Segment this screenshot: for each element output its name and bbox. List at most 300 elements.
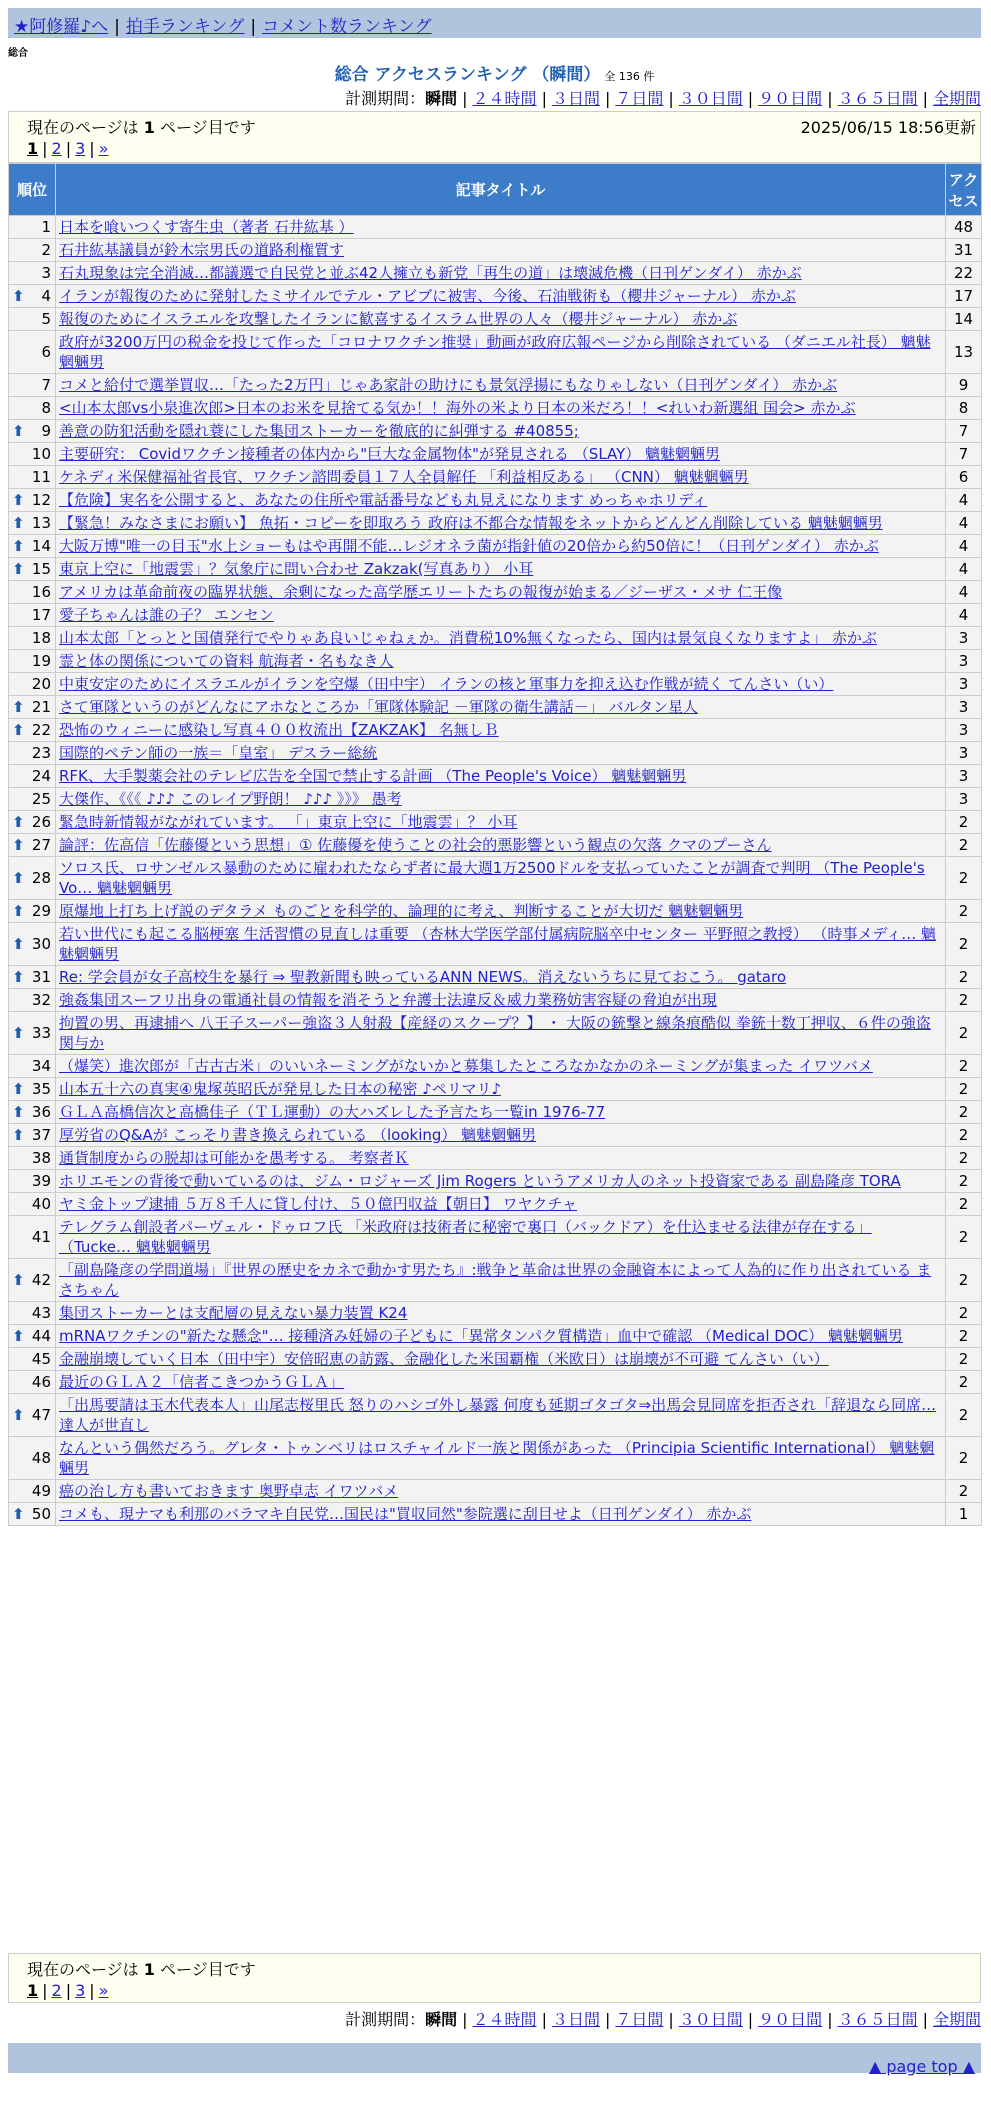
rank-cell — [9, 1216, 56, 1259]
up-arrow-icon: ⬆ — [12, 287, 25, 305]
rank-number: 15 — [31, 560, 51, 578]
article-title-link[interactable]: 大傑作、《《《 ♪♪♪ このレイプ野朗！ ♪♪♪ 》》》 愚考 — [59, 790, 402, 808]
period-separator: | — [747, 2010, 754, 2029]
rank-number: 23 — [31, 744, 51, 762]
article-title-link[interactable]: 霊と体の関係についての資料 航海者・名もなき人 — [59, 652, 394, 670]
access-count: 17 — [946, 285, 982, 308]
article-title-link[interactable]: 政府が3200万円の税金を投じて作った「コロナワクチン推奨」動画が政府広報ページから削除されている （ダニエル社長） 魑魅魍魎男 — [59, 333, 931, 371]
table-row — [9, 627, 982, 650]
title-cell — [56, 1437, 946, 1480]
title-cell — [56, 1302, 946, 1325]
pager-page-link[interactable]: 2 — [51, 139, 62, 158]
rank-number: 36 — [31, 1103, 51, 1121]
table-row — [9, 558, 982, 581]
period-option-link[interactable]: 全期間 — [932, 2010, 981, 2029]
rank-cell — [9, 834, 56, 857]
period-option-link[interactable]: 全期間 — [932, 89, 981, 108]
table-row — [9, 535, 982, 558]
table-row — [9, 1437, 982, 1480]
page-links — [27, 1981, 108, 2000]
rank-cell — [9, 489, 56, 512]
rank-cell — [9, 788, 56, 811]
article-title-link[interactable]: 金融崩壊していく日本（田中宇）安倍昭恵の訪露、金融化した米国覇権（米欧日）は崩壊が不可避 てんさい（い） — [59, 1350, 829, 1368]
table-row — [9, 216, 982, 239]
table-row — [9, 1170, 982, 1193]
title-cell — [56, 1348, 946, 1371]
up-arrow-icon: ⬆ — [12, 935, 25, 953]
updated-timestamp: 2025/06/15 18:56更新 — [800, 118, 976, 137]
rank-number: 49 — [31, 1482, 51, 1500]
period-separator: | — [747, 89, 754, 108]
title-cell — [56, 331, 946, 374]
access-count: 2 — [946, 1371, 982, 1394]
table-row — [9, 1302, 982, 1325]
access-count: 3 — [946, 627, 982, 650]
period-separator: | — [462, 2010, 468, 2029]
rank-cell — [9, 1193, 56, 1216]
rank-number: 13 — [31, 514, 51, 532]
article-title-link[interactable]: 報復のためにイスラエルを攻撃したイランに歓喜するイスラム世界の人々（櫻井ジャーナル） 赤かぶ — [59, 310, 738, 328]
rank-number: 50 — [31, 1505, 51, 1523]
rank-cell — [9, 331, 56, 374]
article-title-link[interactable]: mRNAワクチンの"新たな懸念"… 接種済み妊婦の子どもに「異常タンパク質構造」血中で確認 （Medical DOC） 魑魅魍魎男 — [59, 1327, 903, 1345]
rank-cell — [9, 696, 56, 719]
rank-cell — [9, 673, 56, 696]
title-cell — [56, 604, 946, 627]
article-title-link[interactable]: コメと給付で選挙買収…「たった2万円」じゃあ家計の助けにも景気浮揚にもなりゃしない（日刊ゲンダイ） 赤かぶ — [59, 376, 838, 394]
period-option-link[interactable]: ３６５日間 — [837, 89, 918, 108]
up-arrow-icon: ⬆ — [12, 1406, 25, 1424]
article-title-link[interactable]: テレグラム創設者パーヴェル・ドゥロフ氏 「米政府は技術者に秘密で裏口（バックドア）を仕込ませる法律が存在する」 （Tucke… 魑魅魍魎男 — [59, 1218, 872, 1256]
article-title-link[interactable]: 日本を喰いつくす寄生虫（著者 石井紘基 ） — [59, 218, 354, 236]
table-row — [9, 420, 982, 443]
up-arrow-icon: ⬆ — [12, 1505, 25, 1523]
access-count: 7 — [946, 420, 982, 443]
period-option-link[interactable]: ３０日間 — [678, 89, 743, 108]
access-count: 13 — [946, 331, 982, 374]
current-page-number: 1 — [143, 1960, 155, 1979]
title-cell — [56, 581, 946, 604]
period-option-link[interactable]: ３０日間 — [678, 2010, 743, 2029]
table-row — [9, 650, 982, 673]
access-count: 31 — [946, 239, 982, 262]
article-title-link[interactable]: 恐怖のウィニーに感染し写真４００枚流出【ZAKZAK】 名無しＢ — [59, 721, 499, 739]
rank-cell — [9, 374, 56, 397]
period-separator: | — [604, 89, 611, 108]
article-title-link[interactable]: 善意の防犯活動を隠れ蓑にした集団ストーカーを徹底的に糾弾する #40855; — [59, 422, 579, 440]
article-title-link[interactable]: 集団ストーカーとは支配層の見えない暴力装置 K24 — [59, 1304, 408, 1322]
title-cell — [56, 857, 946, 900]
article-title-link[interactable]: 原爆地上打ち上げ説のデタラメ ものごとを科学的、論理的に考え、判断することが大切だ 魑魅魍魎男 — [59, 902, 744, 920]
table-row — [9, 1216, 982, 1259]
access-count: 3 — [946, 788, 982, 811]
rank-cell — [9, 216, 56, 239]
rank-cell — [9, 1259, 56, 1302]
rank-number: 41 — [31, 1228, 51, 1246]
article-title-link[interactable]: 【緊急！みなさまにお願い】 魚拓・コピーを即取ろう 政府は不都合な情報をネットからどんどん削除している 魑魅魍魎男 — [59, 514, 883, 532]
article-title-link[interactable]: 「副島隆彦の学問道場」『世界の歴史をカネで動かす男たち』:戦争と革命は世界の金融資本によって人為的に作り出されている まさちゃん — [59, 1261, 932, 1299]
table-row — [9, 900, 982, 923]
table-row — [9, 811, 982, 834]
access-count: 2 — [946, 1325, 982, 1348]
period-option-link[interactable]: ３日間 — [551, 2010, 600, 2029]
access-count: 6 — [946, 466, 982, 489]
pager-current-page: 1 — [27, 1981, 39, 2000]
rank-cell — [9, 308, 56, 331]
rank-number: 19 — [31, 652, 51, 670]
table-row — [9, 262, 982, 285]
title-cell — [56, 811, 946, 834]
article-title-link[interactable]: 「出馬要請は玉木代表本人」山尾志桜里氏 怒りのハシゴ外し暴露 何度も延期ゴタゴタ⇒出馬会見同席を拒否され「辞退なら同席… 達人が世直し — [59, 1396, 937, 1434]
title-cell — [56, 216, 946, 239]
period-selector-top — [345, 86, 981, 109]
article-title-link[interactable]: さて軍隊というのがどんなにアホなところか「軍隊体験記 －軍隊の衛生講話－」 バルタン星人 — [59, 698, 698, 716]
table-row — [9, 512, 982, 535]
page-status — [27, 115, 256, 138]
rank-number: 24 — [31, 767, 51, 785]
article-title-link[interactable]: 石丸現象は完全消滅…都議選で自民党と並ぶ42人擁立も新党「再生の道」は壊滅危機（日刊ゲンダイ） 赤かぶ — [59, 264, 802, 282]
rank-number: 18 — [31, 629, 51, 647]
article-title-link[interactable]: 緊急時新情報がながれています。 「」東京上空に「地震雲」？ 小耳 — [59, 813, 518, 831]
up-arrow-icon: ⬆ — [12, 721, 25, 739]
period-option-link[interactable]: ７日間 — [615, 89, 664, 108]
title-cell — [56, 1325, 946, 1348]
rank-cell — [9, 1147, 56, 1170]
article-title-link[interactable]: 中東安定のためにイスラエルがイランを空爆（田中宇） イランの核と軍事力を抑え込む作戦が続く てんさい（い） — [59, 675, 834, 693]
article-title-link[interactable]: 【危険】実名を公開すると、あなたの住所や電話番号なども丸見えになります めっちゃホリディ — [59, 491, 708, 509]
table-row — [9, 1325, 982, 1348]
title-cell — [56, 627, 946, 650]
pager-separator: | — [42, 139, 48, 158]
article-title-link[interactable]: 国際的ペテン師の一族＝「皇室」 デスラー総統 — [59, 744, 378, 762]
table-row — [9, 696, 982, 719]
access-count: 8 — [946, 397, 982, 420]
pager-next-link[interactable]: » — [98, 139, 109, 158]
pager-separator: | — [89, 139, 95, 158]
table-row — [9, 1193, 982, 1216]
rank-cell — [9, 1437, 56, 1480]
rank-number: 14 — [31, 537, 51, 555]
title-cell — [56, 558, 946, 581]
access-count: 2 — [946, 1055, 982, 1078]
up-arrow-icon: ⬆ — [12, 1327, 25, 1345]
title-cell — [56, 989, 946, 1012]
article-title-link[interactable]: 愛子ちゃんは誰の子？ エンセン — [59, 606, 274, 624]
rank-number: 21 — [31, 698, 51, 716]
article-title-link[interactable]: ホリエモンの背後で動いているのは、ジム・ロジャーズ Jim Rogers というアメリカ人のネット投資家である 副島隆彦 TORA — [59, 1172, 901, 1190]
rank-number: 31 — [31, 968, 51, 986]
access-count: 3 — [946, 650, 982, 673]
title-cell — [56, 466, 946, 489]
table-row — [9, 1078, 982, 1101]
article-title-link[interactable]: 山本太郎「とっとと国債発行でやりゃあ良いじゃねぇか。消費税10%無くなったら、国内は景気良くなりますよ」 赤かぶ — [59, 629, 877, 647]
access-count: 2 — [946, 1078, 982, 1101]
access-count: 2 — [946, 1101, 982, 1124]
article-title-link[interactable]: RFK、大手製薬会社のテレビ広告を全国で禁止する計画 （The People's Voice） 魑魅魍魎男 — [59, 767, 687, 785]
rank-number: 9 — [41, 422, 51, 440]
table-row — [9, 1259, 982, 1302]
pager-page-link[interactable]: 2 — [51, 1981, 62, 2000]
period-label: 計測期間： — [345, 89, 426, 108]
access-count: 7 — [946, 443, 982, 466]
article-title-link[interactable]: 通貨制度からの脱却は可能かを愚考する。 考察者Ｋ — [59, 1149, 409, 1167]
period-separator: | — [827, 89, 833, 108]
up-arrow-icon: ⬆ — [12, 537, 25, 555]
access-count: 2 — [946, 1124, 982, 1147]
article-title-link[interactable]: 山本五十六の真実④鬼塚英昭氏が発見した日本の秘密 ♪ペリマリ♪ — [59, 1080, 502, 1098]
up-arrow-icon: ⬆ — [12, 968, 25, 986]
title-cell — [56, 239, 946, 262]
table-row — [9, 673, 982, 696]
title-cell — [56, 1193, 946, 1216]
rank-number: 1 — [41, 218, 51, 236]
rank-number: 16 — [31, 583, 51, 601]
article-title-link[interactable]: 強姦集団スーフリ出身の電通社員の情報を消そうと弁護士法違反＆威力業務妨害容疑の脅迫が出現 — [59, 991, 717, 1009]
title-cell — [56, 966, 946, 989]
up-arrow-icon: ⬆ — [12, 1271, 25, 1289]
rank-cell — [9, 1325, 56, 1348]
pager-next-link[interactable]: » — [98, 1981, 109, 2000]
period-label: 計測期間： — [345, 2010, 426, 2029]
title-cell — [56, 1216, 946, 1259]
rank-number: 25 — [31, 790, 51, 808]
up-arrow-icon: ⬆ — [12, 514, 25, 532]
rank-cell — [9, 989, 56, 1012]
rank-cell — [9, 262, 56, 285]
up-arrow-icon: ⬆ — [12, 422, 25, 440]
top-navigation — [8, 8, 981, 38]
article-title-link[interactable]: イランが報復のために発射したミサイルでテル・アビブに被害、今後、石油戦術も（櫻井ジャーナル） 赤かぶ — [59, 287, 796, 305]
article-title-link[interactable]: 大阪万博"唯一の目玉"水上ショーもはや再開不能…レジオネラ菌が指針値の20倍から約50倍に！（日刊ゲンダイ） 赤かぶ — [59, 537, 879, 555]
rank-cell — [9, 1503, 56, 1526]
rank-number: 3 — [41, 264, 51, 282]
period-option-link[interactable]: ２４時間 — [472, 89, 537, 108]
rank-cell — [9, 535, 56, 558]
period-option-link[interactable]: ９０日間 — [758, 2010, 823, 2029]
access-count: 1 — [946, 1503, 982, 1526]
article-title-link[interactable]: ソロス氏、ロサンゼルス暴動のために雇われたならず者に最大週1万2500ドルを支払っていたことが調査で判明 （The People's Vo… 魑魅魍魎男 — [59, 859, 925, 897]
current-page-number: 1 — [143, 118, 155, 137]
rank-number: 29 — [31, 902, 51, 920]
article-title-link[interactable]: 主要研究： Covidワクチン接種者の体内から"巨大な金属物体"が発見される （SLAY） 魑魅魍魎男 — [59, 445, 721, 463]
rank-cell — [9, 1480, 56, 1503]
period-option-link[interactable]: ３６５日間 — [837, 2010, 918, 2029]
page-status-post: ページ目です — [160, 118, 256, 137]
rank-cell — [9, 1012, 56, 1055]
pager-page-link[interactable]: 3 — [75, 139, 86, 158]
title-cell — [56, 262, 946, 285]
title-cell — [56, 420, 946, 443]
access-count: 3 — [946, 696, 982, 719]
table-row — [9, 834, 982, 857]
article-title-link[interactable]: 最近のＧＬＡ２「信者こきつかうＧＬＡ」 — [59, 1373, 345, 1391]
article-title-link[interactable]: 石井紘基議員が鈴木宗男氏の道路利権質す — [59, 241, 345, 259]
rank-cell — [9, 857, 56, 900]
period-separator: | — [668, 2010, 674, 2029]
rank-cell — [9, 512, 56, 535]
access-count: 14 — [946, 308, 982, 331]
rank-cell — [9, 604, 56, 627]
up-arrow-icon: ⬆ — [12, 1024, 25, 1042]
category-label: 総合 — [8, 48, 28, 59]
rank-cell — [9, 239, 56, 262]
title-cell — [56, 923, 946, 966]
access-count: 2 — [946, 989, 982, 1012]
rank-cell — [9, 627, 56, 650]
pager-top — [8, 111, 981, 163]
rank-number: 34 — [31, 1057, 51, 1075]
rank-cell — [9, 900, 56, 923]
rank-cell — [9, 466, 56, 489]
title-cell — [56, 1101, 946, 1124]
access-count: 2 — [946, 1437, 982, 1480]
table-row — [9, 719, 982, 742]
rank-number: 7 — [41, 376, 51, 394]
rank-number: 4 — [41, 287, 51, 305]
rank-number: 12 — [31, 491, 51, 509]
pager-bottom — [8, 1953, 981, 2003]
title-cell — [56, 1503, 946, 1526]
title-cell — [56, 900, 946, 923]
rank-cell — [9, 397, 56, 420]
up-arrow-icon: ⬆ — [12, 813, 25, 831]
rank-number: 43 — [31, 1304, 51, 1322]
period-selector-bottom — [345, 2007, 981, 2030]
comment-ranking-link[interactable]: コメント数ランキング — [262, 17, 432, 37]
access-count: 4 — [946, 558, 982, 581]
table-row — [9, 374, 982, 397]
title-cell — [56, 1055, 946, 1078]
rank-number: 45 — [31, 1350, 51, 1368]
article-title-link[interactable]: 癌の治し方も書いておきます 奥野卓志 イワツバメ — [59, 1482, 399, 1500]
rank-cell — [9, 923, 56, 966]
up-arrow-icon: ⬆ — [12, 698, 25, 716]
period-option-link[interactable]: ７日間 — [615, 2010, 664, 2029]
rank-number: 37 — [31, 1126, 51, 1144]
article-title-link[interactable]: ヤミ金トップ逮捕 ５万８千人に貸し付け、５０億円収益【朝日】 ワヤクチャ — [59, 1195, 578, 1213]
rank-number: 35 — [31, 1080, 51, 1098]
article-title-link[interactable]: アメリカは革命前夜の臨界状態、余剰になった高学歴エリートたちの報復が始まる／ジーザス・メサ 仁王像 — [59, 583, 783, 601]
rank-number: 5 — [41, 310, 51, 328]
period-separator: | — [462, 89, 468, 108]
rank-number: 22 — [31, 721, 51, 739]
column-header-title: 記事タイトル — [56, 164, 946, 216]
access-count: 2 — [946, 1147, 982, 1170]
title-cell — [56, 308, 946, 331]
table-row — [9, 1147, 982, 1170]
access-count: 3 — [946, 765, 982, 788]
period-separator: | — [604, 2010, 611, 2029]
rank-cell — [9, 443, 56, 466]
title-cell — [56, 489, 946, 512]
period-option-link[interactable]: ９０日間 — [758, 89, 823, 108]
rank-number: 27 — [31, 836, 51, 854]
clap-ranking-link[interactable]: 拍手ランキング — [125, 17, 245, 37]
rank-cell — [9, 285, 56, 308]
rank-number: 20 — [31, 675, 51, 693]
table-row — [9, 989, 982, 1012]
article-title-link[interactable]: コメも、現ナマも利那のバラマキ自民党…国民は"買収同然"参院選に刮目せよ（日刊ゲンダイ） 赤かぶ — [59, 1505, 752, 1523]
access-count: 2 — [946, 1012, 982, 1055]
page-top-link[interactable]: ▲ page top ▲ — [868, 2057, 975, 2076]
table-row — [9, 489, 982, 512]
article-title-link[interactable]: なんという偶然だろう。グレタ・トゥンベリはロスチャイルド一族と関係があった （Principia Scientific International） 魑魅魍魎男 — [59, 1439, 935, 1477]
period-current: 瞬間 — [425, 89, 458, 108]
title-cell — [56, 696, 946, 719]
article-title-link[interactable]: <山本太郎vs小泉進次郎>日本のお米を見捨てる気か！！海外の米より日本の米だろ！！<れいわ新選組 国会> 赤かぶ — [59, 399, 856, 417]
rank-number: 40 — [31, 1195, 51, 1213]
table-row — [9, 1012, 982, 1055]
rank-number: 17 — [31, 606, 51, 624]
article-title-link[interactable]: 論評：佐高信「佐藤優という思想」① 佐藤優を使うことの社会的悪影響という観点の欠落 クマのプーさん — [59, 836, 772, 854]
period-option-link[interactable]: ３日間 — [551, 89, 600, 108]
page-status-post: ページ目です — [160, 1960, 256, 1979]
rank-cell — [9, 966, 56, 989]
article-title-link[interactable]: （爆笑）進次郎が「古古古米」のいいネーミングがないかと募集したところなかなかのネーミングが集まった イワツバメ — [59, 1057, 873, 1075]
nav-separator: | — [114, 17, 120, 37]
rank-cell — [9, 1055, 56, 1078]
article-title-link[interactable]: ＧＬＡ高橋信次と高橋佳子（ＴＬ運動）の大ハズレした予言たち一覧in 1976-77 — [59, 1103, 606, 1121]
table-row — [9, 308, 982, 331]
article-title-link[interactable]: Re: 学会員が女子高校生を暴行 ⇒ 聖教新聞も映っているANN NEWS。消えないうちに見ておこう。 gataro — [59, 968, 786, 986]
table-row — [9, 1348, 982, 1371]
title-cell — [56, 788, 946, 811]
table-row — [9, 788, 982, 811]
rank-cell — [9, 719, 56, 742]
nav-separator: | — [250, 17, 257, 37]
access-count: 2 — [946, 1170, 982, 1193]
article-title-link[interactable]: 厚労省のQ&Aが こっそり書き換えられている （looking） 魑魅魍魎男 — [59, 1126, 537, 1144]
rank-cell — [9, 1101, 56, 1124]
article-title-link[interactable]: 若い世代にも起こる脳梗塞 生活習慣の見直しは重要 （杏林大学医学部付属病院脳卒中センター 平野照之教授） （時事メディ… 魑魅魍魎男 — [59, 925, 937, 963]
title-cell — [56, 1124, 946, 1147]
title-cell — [56, 1170, 946, 1193]
access-count: 4 — [946, 535, 982, 558]
access-count: 3 — [946, 742, 982, 765]
up-arrow-icon: ⬆ — [12, 560, 25, 578]
period-option-link[interactable]: ２４時間 — [472, 2010, 537, 2029]
article-title-link[interactable]: 東京上空に「地震雲」？気象庁に問い合わせ Zakzak(写真あり） 小耳 — [59, 560, 534, 578]
up-arrow-icon: ⬆ — [12, 869, 25, 887]
access-count: 4 — [946, 512, 982, 535]
table-row — [9, 331, 982, 374]
access-count: 2 — [946, 857, 982, 900]
up-arrow-icon: ⬆ — [12, 1080, 25, 1098]
pager-separator: | — [89, 1981, 95, 2000]
rank-cell — [9, 742, 56, 765]
title-cell — [56, 1480, 946, 1503]
article-title-link[interactable]: ケネディ米保健福祉省長官、ワクチン諮問委員１７人全員解任 「利益相反ある」 （CNN） 魑魅魍魎男 — [59, 468, 749, 486]
column-header-rank: 順位 — [9, 164, 56, 216]
pager-current-page: 1 — [27, 139, 39, 158]
title-cell — [56, 397, 946, 420]
rank-number: 8 — [41, 399, 51, 417]
period-current: 瞬間 — [425, 2010, 458, 2029]
article-title-link[interactable]: 拘置の男、再逮捕へ 八王子スーパー強盗３人射殺【産経のスクープ？】 ・ 大阪の銃撃と線条痕酷似 拳銃十数丁押収、６件の強盗関与か — [59, 1014, 931, 1052]
table-row — [9, 1124, 982, 1147]
rank-number: 33 — [31, 1024, 51, 1042]
period-separator: | — [922, 89, 928, 108]
rank-number: 39 — [31, 1172, 51, 1190]
pager-page-link[interactable]: 3 — [75, 1981, 86, 2000]
rank-number: 30 — [31, 935, 51, 953]
rank-cell — [9, 1394, 56, 1437]
table-row — [9, 581, 982, 604]
title-cell — [56, 1078, 946, 1101]
home-link[interactable]: ★阿修羅♪へ — [14, 17, 109, 37]
table-row — [9, 1101, 982, 1124]
page-title-text: 総合 アクセスランキング （瞬間） — [334, 65, 601, 85]
